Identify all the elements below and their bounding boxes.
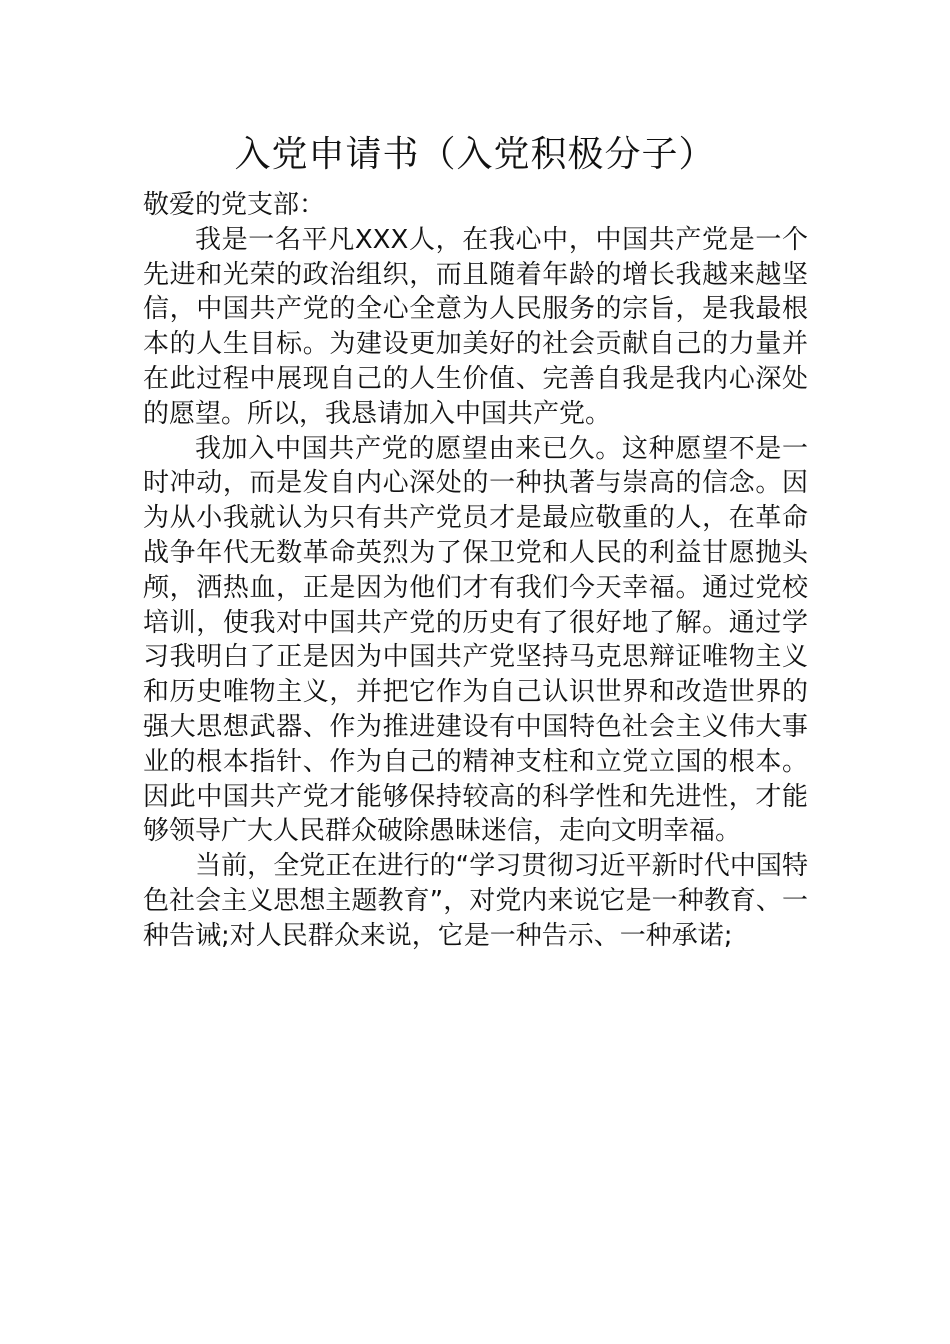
paragraph-3: 当前，全党正在进行的“学习贯彻习近平新时代中国特色社会主义思想主题教育”，对党内来说它是一种教育、一种告诫;对人民群众来说，它是一种告示、一种承诺; bbox=[143, 851, 808, 951]
salutation: 敬爱的党支部： bbox=[143, 190, 326, 220]
document-body bbox=[143, 188, 808, 954]
document-title: 入党申请书（入党积极分子） bbox=[234, 134, 716, 175]
paragraph-2: 我加入中国共产党的愿望由来已久。这种愿望不是一时冲动，而是发自内心深处的一种执著与崇高的信念。因为从小我就认为只有共产党员才是最应敬重的人，在革命战争年代无数革命英烈为了保卫党和人民的利益甘愿抛头颅，洒热血，正是因为他们才有我们今天幸福。通过党校培训，使我对中国共产党的历史有了很好地了解。通过学习我明白了正是因为中国共产党坚持马克思辩证唯物主义和历史唯物主义，并把它作为自己认识世界和改造世界的强大思想武器、作为推进建设有中国特色社会主义伟大事业的根本指针、作为自己的精神支柱和立党立国的根本。因此中国共产党才能够保持较高的科学性和先进性，才能够领导广大人民群众破除愚昧迷信，走向文明幸福。 bbox=[143, 433, 808, 847]
paragraph-1: 我是一名平凡XXX人，在我心中，中国共产党是一个先进和光荣的政治组织，而且随着年龄的增长我越来越坚信，中国共产党的全心全意为人民服务的宗旨，是我最根本的人生目标。为建设更加美好的社会贡献自己的力量并在此过程中展现自己的人生价值、完善自我是我内心深处的愿望。所以，我恳请加入中国共产党。 bbox=[143, 224, 808, 429]
